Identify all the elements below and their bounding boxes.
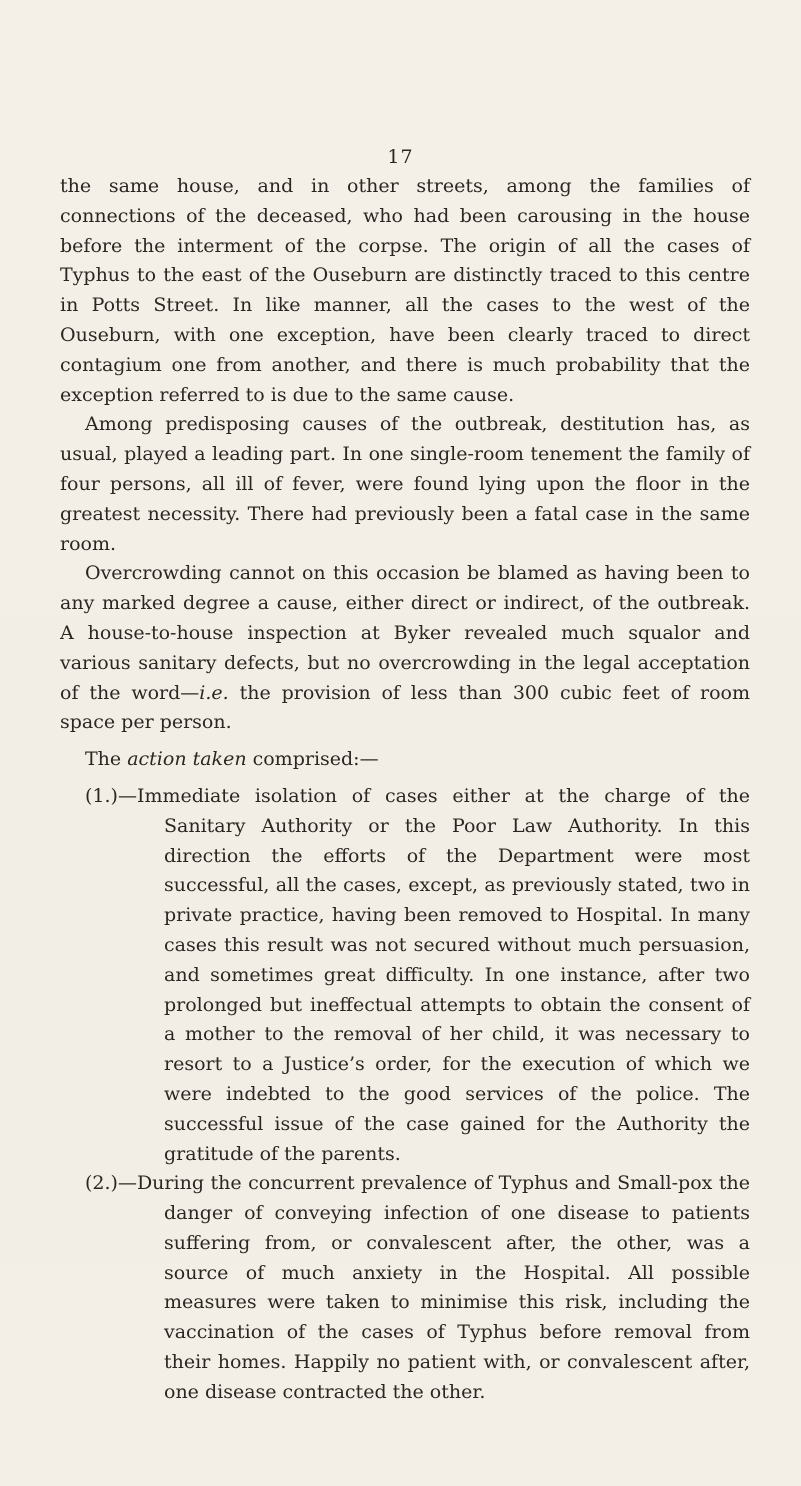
paragraph-overcrowding-text-after: the provision of less than 300 cubic feet of room space per person. (60, 681, 750, 734)
list-item-2-text: During the concurrent prevalence of Typhus and Small-pox the danger of conveying infection of one disease to patients suffering from, or convalescent after, the other, was a source of much anxiety in the Hospital. All possible measures were taken to minimise this risk, including the vaccination of the cases of Typhus before removal from their homes. Happily no patient with, or convalescent after, one disease contracted the other. (136, 1172, 750, 1403)
body-text (60, 172, 750, 1408)
list-item-1 (60, 782, 750, 1169)
paragraph-predisposing-causes (60, 410, 750, 559)
paragraph-overcrowding-italic: i.e. (199, 681, 229, 704)
action-taken-heading (60, 745, 750, 775)
action-prefix: The (85, 748, 128, 771)
list-item-1-label: (1.)— (85, 784, 137, 807)
paragraph-origin (60, 172, 750, 410)
paragraph-origin-text: the same house, and in other streets, among the families of connections of the deceased, who had been carousing in the house before the interment of the corpse. The origin of all the cases of Typhus to the east of the Ouseburn are distinctly traced to this centre in Potts Street. In like manner, all the cases to the west of the Ouseburn, with one exception, have been clearly traced to direct contagium one from another, and there is much probability that the exception referred to is due to the same cause. (60, 175, 750, 406)
paragraph-overcrowding (60, 559, 750, 738)
action-suffix: comprised:— (246, 748, 379, 771)
list-item-2-label: (2.)— (85, 1172, 137, 1195)
paragraph-predisposing-text: Among predisposing causes of the outbreak, destitution has, as usual, played a leading part. In one single-room tenement the family of four persons, all ill of fever, were found lying upon the floor in the greatest necessity. There had previously been a fatal case in the same room. (60, 413, 750, 555)
action-taken-italic: action taken (127, 748, 247, 771)
page-number: 17 (387, 146, 414, 168)
list-item-1-text: Immediate isolation of cases either at the charge of the Sanitary Authority or the Poor Law Authority. In this direction the efforts of the Department were most successful, all the cases, except, as previously stated, two in private practice, having been removed to Hospital. In many cases this result was not secured without much persuasion, and sometimes great difficulty. In one instance, after two prolonged but ineffectual attempts to obtain the consent of a mother to the removal of her child, it was necessary to resort to a Justice’s order, for the execution of which we were indebted to the good services of the police. The successful issue of the case gained for the Authority the gratitude of the parents. (136, 784, 750, 1165)
list-item-2 (60, 1169, 750, 1407)
paragraph-overcrowding-text-before: Overcrowding cannot on this occasion be blamed as having been to any marked degree a cause, either direct or indirect, of the outbreak. A house-to-house inspection at Byker revealed much squalor and various sanitary defects, but no overcrowding in the legal acceptation of the word— (60, 562, 750, 704)
